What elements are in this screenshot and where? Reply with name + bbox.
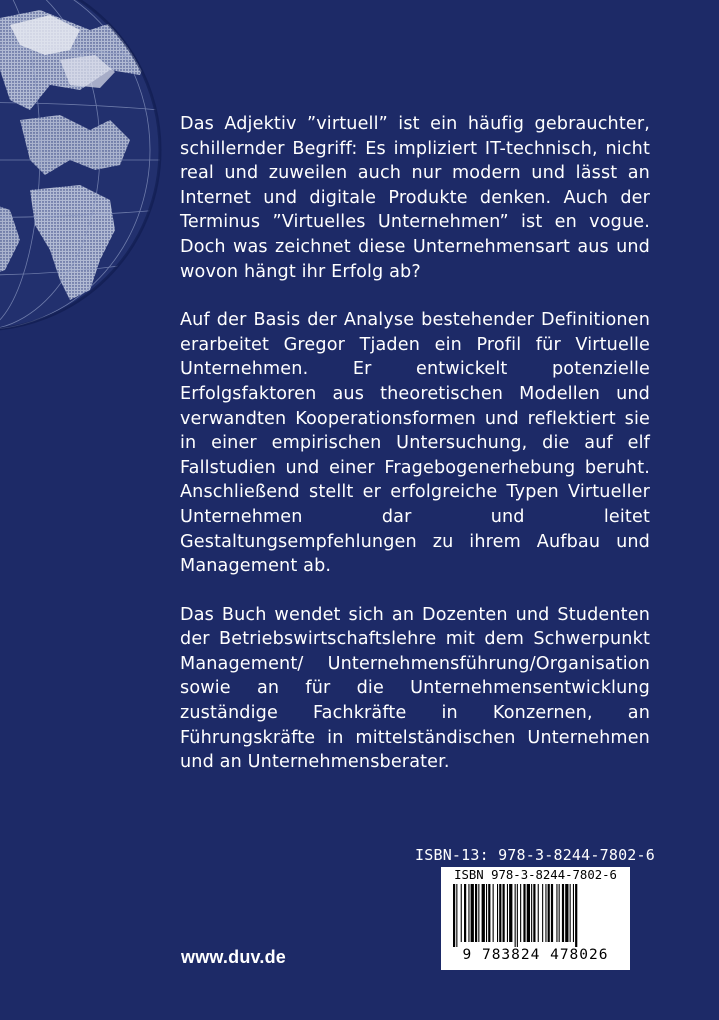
barcode-bar xyxy=(456,884,457,947)
barcode-bar xyxy=(468,884,469,942)
barcode-bar xyxy=(573,884,574,942)
barcode-bar xyxy=(575,884,577,947)
barcode-bar xyxy=(515,884,516,947)
barcode-isbn-header: ISBN 978-3-8244-7802-6 xyxy=(454,868,617,882)
barcode-bar xyxy=(565,884,568,942)
globe-illustration xyxy=(0,0,175,340)
barcode-bar xyxy=(499,884,501,942)
barcode-bar xyxy=(497,884,498,942)
barcode-bar xyxy=(482,884,485,942)
barcode-number: 9 783824 478026 xyxy=(462,947,609,963)
description-paragraph-1: Das Adjektiv ”virtuell” ist ein häufig gebrauchter, schillernder Begriff: Es impliziert IT-technisch, nicht real und zuweilen auch nur modern und lässt an Internet und digitale Produkte denken. Auch der Terminus ”Virtuelles Unternehmen” ist en vogue. Doch was zeichnet diese Unternehmensart aus und wovon hängt ihr Erfolg ab? xyxy=(180,114,650,282)
barcode-bar xyxy=(538,884,539,942)
barcode-bar xyxy=(570,884,571,942)
barcode-bar xyxy=(507,884,508,942)
barcode-bar xyxy=(523,884,525,942)
barcode-bar xyxy=(464,884,466,942)
barcode-bar xyxy=(562,884,564,942)
barcode-bar xyxy=(548,884,550,942)
description-paragraph-3: Das Buch wendet sich an Dozenten und Studenten der Betriebswirtschaftslehre mit dem Schwerpunkt Management/ Unternehmensführung/Organisation sowie an für die Unternehmensentwicklung zuständige Fachkräfte in Konzernen, an Führungskräfte in mittelständischen Unternehmen und an Unternehmensberater. xyxy=(180,604,650,773)
publisher-website[interactable]: www.duv.de xyxy=(181,947,287,967)
barcode-bar xyxy=(542,884,543,942)
isbn-label: ISBN-13: 978-3-8244-7802-6 xyxy=(415,846,655,864)
barcode-bar xyxy=(527,884,530,942)
barcode-bar xyxy=(486,884,487,942)
barcode-bar xyxy=(517,884,518,947)
description xyxy=(180,112,650,799)
description-paragraph-2: Auf der Basis der Analyse bestehender Definitionen erarbeitet Gregor Tjaden ein Profil für Virtuelle Unternehmen. Er entwickelt potenzielle Erfolgsfaktoren aus theoretischen Modellen und verwandten Kooperationsformen und reflektiert sie in einer empirischen Untersuchung, die auf elf Fallstudien und einer Fragebogenerhebung beruht. Anschließend stellt er erfolgreiche Typen Virtueller Unternehmen dar und leitet Gestaltungsempfehlungen zu ihrem Aufbau und Management ab. xyxy=(180,310,650,577)
barcode-bar xyxy=(556,884,557,942)
barcode-bar xyxy=(551,884,553,942)
barcode-bar xyxy=(461,884,462,942)
barcode-bar xyxy=(520,884,521,942)
barcode-bar xyxy=(488,884,490,942)
barcode-bar xyxy=(533,884,535,942)
barcode-bar xyxy=(559,884,560,942)
barcode-bars xyxy=(451,884,621,947)
barcode-bar xyxy=(503,884,505,942)
barcode-bar xyxy=(531,884,532,942)
barcode-bar xyxy=(475,884,477,942)
barcode xyxy=(441,867,630,970)
barcode-bar xyxy=(471,884,474,942)
barcode-bar xyxy=(509,884,512,942)
barcode-bar xyxy=(453,884,455,947)
barcode-bar xyxy=(493,884,494,942)
barcode-bar xyxy=(478,884,479,942)
barcode-bar xyxy=(545,884,546,942)
